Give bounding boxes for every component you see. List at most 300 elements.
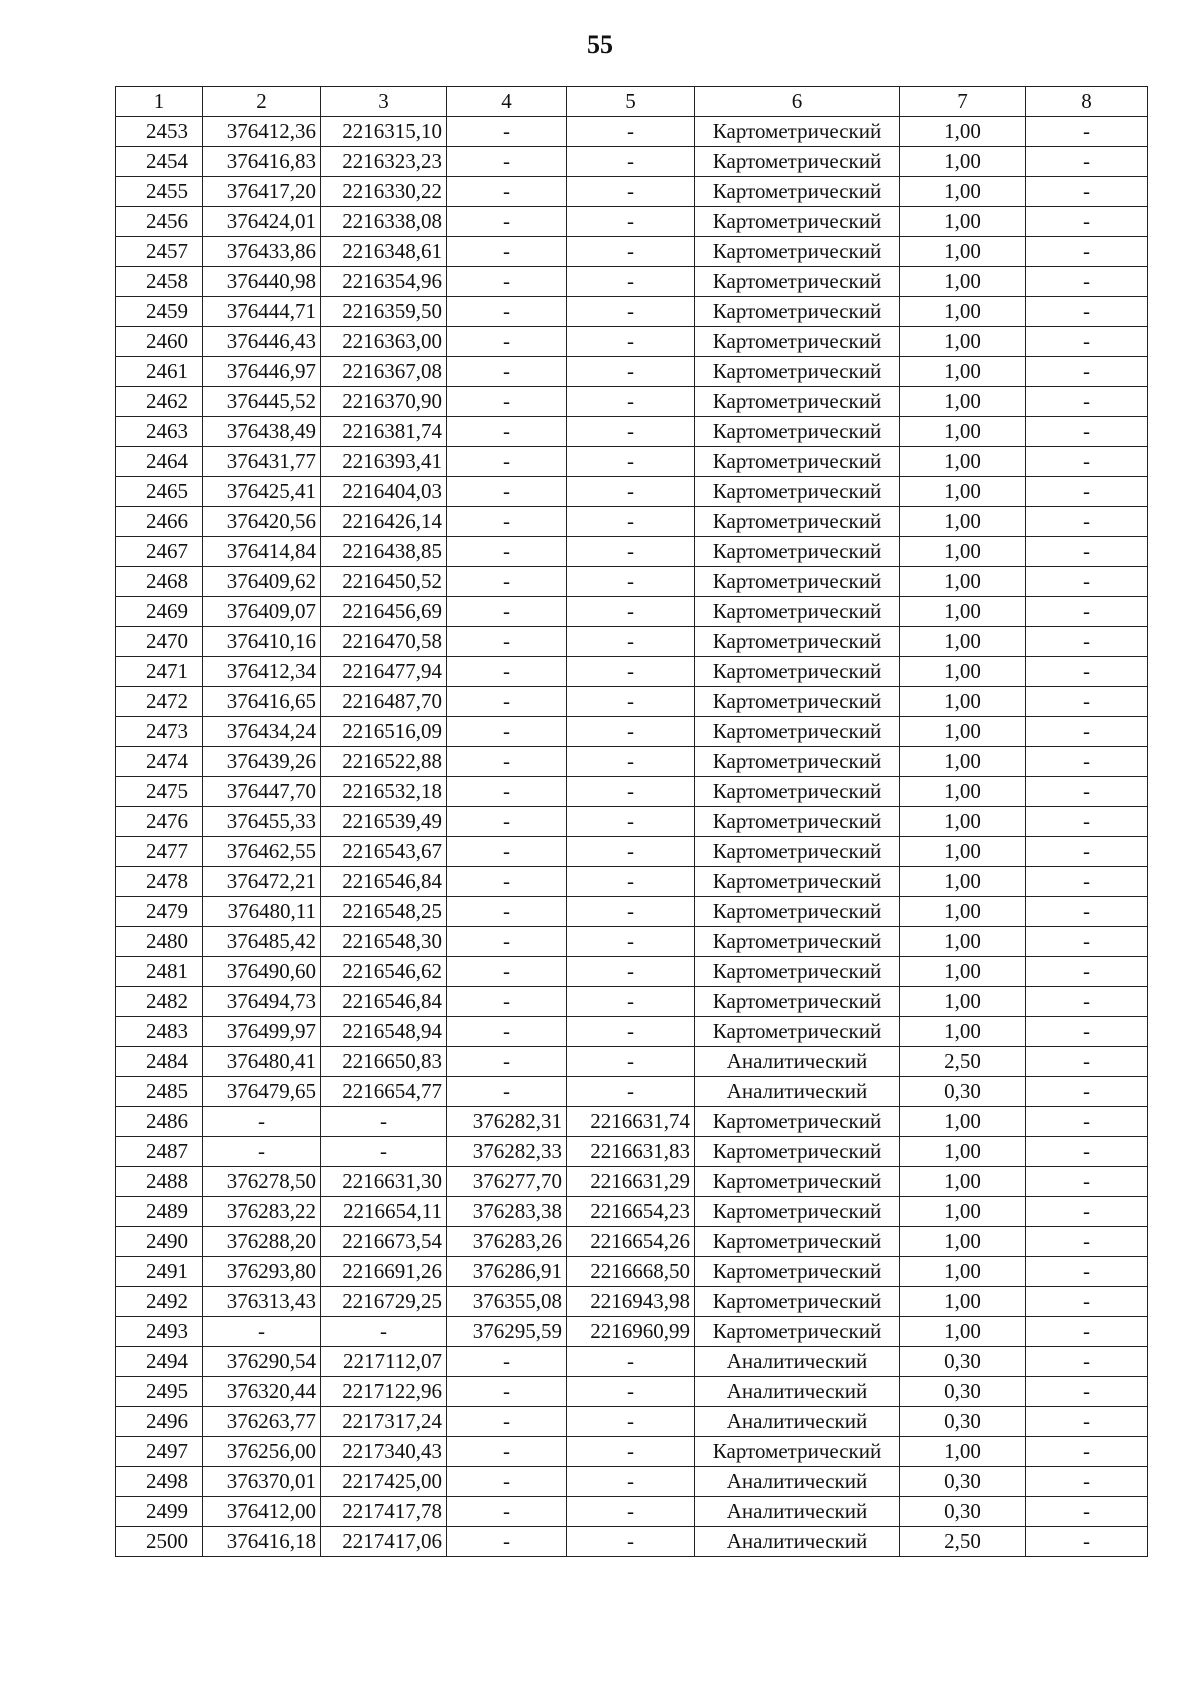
table-row bbox=[116, 1287, 1148, 1317]
point-number-cell: 2486 bbox=[116, 1107, 203, 1137]
y-coordinate-cell: 2216330,22 bbox=[321, 177, 447, 207]
y-coordinate-alt-cell: - bbox=[567, 1017, 695, 1047]
y-coordinate-cell: 2216359,50 bbox=[321, 297, 447, 327]
point-number-cell: 2481 bbox=[116, 957, 203, 987]
y-coordinate-alt-cell: 2216668,50 bbox=[567, 1257, 695, 1287]
x-coordinate-cell: 376438,49 bbox=[203, 417, 321, 447]
accuracy-cell: 0,30 bbox=[900, 1467, 1026, 1497]
y-coordinate-alt-cell: - bbox=[567, 1527, 695, 1557]
method-cell: Картометрический bbox=[695, 387, 900, 417]
y-coordinate-alt-cell: 2216631,83 bbox=[567, 1137, 695, 1167]
table-row bbox=[116, 1437, 1148, 1467]
table-row bbox=[116, 267, 1148, 297]
method-cell: Аналитический bbox=[695, 1077, 900, 1107]
y-coordinate-alt-cell: - bbox=[567, 1497, 695, 1527]
x-coordinate-alt-cell: - bbox=[447, 537, 567, 567]
note-cell: - bbox=[1026, 237, 1148, 267]
accuracy-cell: 1,00 bbox=[900, 867, 1026, 897]
x-coordinate-cell: 376433,86 bbox=[203, 237, 321, 267]
y-coordinate-alt-cell: - bbox=[567, 447, 695, 477]
table-row bbox=[116, 867, 1148, 897]
x-coordinate-alt-cell: 376286,91 bbox=[447, 1257, 567, 1287]
method-cell: Картометрический bbox=[695, 477, 900, 507]
y-coordinate-alt-cell: - bbox=[567, 837, 695, 867]
note-cell: - bbox=[1026, 327, 1148, 357]
table-header-row bbox=[116, 87, 1148, 117]
y-coordinate-cell: 2216348,61 bbox=[321, 237, 447, 267]
accuracy-cell: 1,00 bbox=[900, 147, 1026, 177]
x-coordinate-cell: 376313,43 bbox=[203, 1287, 321, 1317]
accuracy-cell: 1,00 bbox=[900, 1317, 1026, 1347]
x-coordinate-cell: 376288,20 bbox=[203, 1227, 321, 1257]
method-cell: Картометрический bbox=[695, 117, 900, 147]
table-row bbox=[116, 987, 1148, 1017]
x-coordinate-alt-cell: - bbox=[447, 777, 567, 807]
accuracy-cell: 0,30 bbox=[900, 1077, 1026, 1107]
table-row bbox=[116, 1377, 1148, 1407]
method-cell: Картометрический bbox=[695, 507, 900, 537]
point-number-cell: 2456 bbox=[116, 207, 203, 237]
y-coordinate-cell: 2216539,49 bbox=[321, 807, 447, 837]
y-coordinate-alt-cell: - bbox=[567, 417, 695, 447]
y-coordinate-alt-cell: 2216654,26 bbox=[567, 1227, 695, 1257]
y-coordinate-cell: 2216426,14 bbox=[321, 507, 447, 537]
point-number-cell: 2461 bbox=[116, 357, 203, 387]
table-row bbox=[116, 357, 1148, 387]
note-cell: - bbox=[1026, 1497, 1148, 1527]
accuracy-cell: 1,00 bbox=[900, 327, 1026, 357]
method-cell: Картометрический bbox=[695, 807, 900, 837]
x-coordinate-cell: - bbox=[203, 1107, 321, 1137]
method-cell: Картометрический bbox=[695, 567, 900, 597]
y-coordinate-cell: 2216456,69 bbox=[321, 597, 447, 627]
note-cell: - bbox=[1026, 687, 1148, 717]
x-coordinate-alt-cell: - bbox=[447, 1497, 567, 1527]
y-coordinate-alt-cell: - bbox=[567, 867, 695, 897]
y-coordinate-alt-cell: - bbox=[567, 927, 695, 957]
point-number-cell: 2464 bbox=[116, 447, 203, 477]
y-coordinate-cell: 2217317,24 bbox=[321, 1407, 447, 1437]
x-coordinate-cell: 376409,07 bbox=[203, 597, 321, 627]
method-cell: Картометрический bbox=[695, 1437, 900, 1467]
x-coordinate-cell: 376409,62 bbox=[203, 567, 321, 597]
x-coordinate-alt-cell: - bbox=[447, 627, 567, 657]
method-cell: Аналитический bbox=[695, 1497, 900, 1527]
accuracy-cell: 1,00 bbox=[900, 177, 1026, 207]
x-coordinate-alt-cell: - bbox=[447, 1377, 567, 1407]
y-coordinate-cell: 2217425,00 bbox=[321, 1467, 447, 1497]
column-header-6: 6 bbox=[695, 87, 900, 117]
point-number-cell: 2478 bbox=[116, 867, 203, 897]
accuracy-cell: 1,00 bbox=[900, 417, 1026, 447]
y-coordinate-alt-cell: - bbox=[567, 297, 695, 327]
table-row bbox=[116, 717, 1148, 747]
method-cell: Аналитический bbox=[695, 1467, 900, 1497]
point-number-cell: 2468 bbox=[116, 567, 203, 597]
table-row bbox=[116, 297, 1148, 327]
method-cell: Картометрический bbox=[695, 1167, 900, 1197]
column-header-4: 4 bbox=[447, 87, 567, 117]
x-coordinate-cell: - bbox=[203, 1317, 321, 1347]
note-cell: - bbox=[1026, 207, 1148, 237]
accuracy-cell: 1,00 bbox=[900, 267, 1026, 297]
y-coordinate-cell: - bbox=[321, 1107, 447, 1137]
accuracy-cell: 2,50 bbox=[900, 1527, 1026, 1557]
y-coordinate-cell: 2216367,08 bbox=[321, 357, 447, 387]
method-cell: Картометрический bbox=[695, 1317, 900, 1347]
note-cell: - bbox=[1026, 657, 1148, 687]
method-cell: Картометрический bbox=[695, 897, 900, 927]
y-coordinate-alt-cell: - bbox=[567, 387, 695, 417]
note-cell: - bbox=[1026, 927, 1148, 957]
note-cell: - bbox=[1026, 417, 1148, 447]
table-row bbox=[116, 597, 1148, 627]
x-coordinate-alt-cell: - bbox=[447, 1017, 567, 1047]
column-header-8: 8 bbox=[1026, 87, 1148, 117]
note-cell: - bbox=[1026, 267, 1148, 297]
method-cell: Аналитический bbox=[695, 1047, 900, 1077]
accuracy-cell: 1,00 bbox=[900, 1227, 1026, 1257]
accuracy-cell: 2,50 bbox=[900, 1047, 1026, 1077]
point-number-cell: 2459 bbox=[116, 297, 203, 327]
method-cell: Картометрический bbox=[695, 717, 900, 747]
y-coordinate-cell: 2216548,25 bbox=[321, 897, 447, 927]
point-number-cell: 2469 bbox=[116, 597, 203, 627]
note-cell: - bbox=[1026, 447, 1148, 477]
y-coordinate-cell: 2216650,83 bbox=[321, 1047, 447, 1077]
y-coordinate-cell: 2216363,00 bbox=[321, 327, 447, 357]
y-coordinate-cell: 2216548,94 bbox=[321, 1017, 447, 1047]
accuracy-cell: 1,00 bbox=[900, 657, 1026, 687]
method-cell: Картометрический bbox=[695, 537, 900, 567]
y-coordinate-cell: - bbox=[321, 1137, 447, 1167]
y-coordinate-alt-cell: - bbox=[567, 777, 695, 807]
y-coordinate-cell: 2217340,43 bbox=[321, 1437, 447, 1467]
note-cell: - bbox=[1026, 1137, 1148, 1167]
y-coordinate-cell: 2216450,52 bbox=[321, 567, 447, 597]
note-cell: - bbox=[1026, 1017, 1148, 1047]
note-cell: - bbox=[1026, 777, 1148, 807]
x-coordinate-alt-cell: - bbox=[447, 447, 567, 477]
method-cell: Картометрический bbox=[695, 327, 900, 357]
y-coordinate-alt-cell: - bbox=[567, 507, 695, 537]
point-number-cell: 2480 bbox=[116, 927, 203, 957]
y-coordinate-cell: 2216477,94 bbox=[321, 657, 447, 687]
table-row bbox=[116, 657, 1148, 687]
table-row bbox=[116, 957, 1148, 987]
y-coordinate-alt-cell: - bbox=[567, 1047, 695, 1077]
accuracy-cell: 1,00 bbox=[900, 1437, 1026, 1467]
accuracy-cell: 0,30 bbox=[900, 1497, 1026, 1527]
accuracy-cell: 1,00 bbox=[900, 627, 1026, 657]
x-coordinate-cell: 376410,16 bbox=[203, 627, 321, 657]
x-coordinate-alt-cell: - bbox=[447, 867, 567, 897]
point-number-cell: 2458 bbox=[116, 267, 203, 297]
y-coordinate-alt-cell: - bbox=[567, 357, 695, 387]
accuracy-cell: 1,00 bbox=[900, 987, 1026, 1017]
x-coordinate-alt-cell: - bbox=[447, 507, 567, 537]
x-coordinate-alt-cell: 376282,31 bbox=[447, 1107, 567, 1137]
x-coordinate-alt-cell: - bbox=[447, 1407, 567, 1437]
point-number-cell: 2453 bbox=[116, 117, 203, 147]
y-coordinate-alt-cell: 2216631,29 bbox=[567, 1167, 695, 1197]
point-number-cell: 2483 bbox=[116, 1017, 203, 1047]
method-cell: Картометрический bbox=[695, 687, 900, 717]
x-coordinate-cell: 376439,26 bbox=[203, 747, 321, 777]
method-cell: Картометрический bbox=[695, 207, 900, 237]
x-coordinate-alt-cell: 376283,26 bbox=[447, 1227, 567, 1257]
table-row bbox=[116, 1137, 1148, 1167]
x-coordinate-cell: 376290,54 bbox=[203, 1347, 321, 1377]
y-coordinate-cell: 2216470,58 bbox=[321, 627, 447, 657]
accuracy-cell: 1,00 bbox=[900, 1137, 1026, 1167]
method-cell: Картометрический bbox=[695, 987, 900, 1017]
point-number-cell: 2471 bbox=[116, 657, 203, 687]
x-coordinate-alt-cell: - bbox=[447, 117, 567, 147]
note-cell: - bbox=[1026, 1347, 1148, 1377]
x-coordinate-alt-cell: - bbox=[447, 297, 567, 327]
x-coordinate-cell: 376480,11 bbox=[203, 897, 321, 927]
y-coordinate-cell: 2216546,84 bbox=[321, 987, 447, 1017]
y-coordinate-cell: 2216393,41 bbox=[321, 447, 447, 477]
y-coordinate-cell: 2216516,09 bbox=[321, 717, 447, 747]
accuracy-cell: 1,00 bbox=[900, 387, 1026, 417]
x-coordinate-alt-cell: - bbox=[447, 147, 567, 177]
accuracy-cell: 1,00 bbox=[900, 777, 1026, 807]
method-cell: Картометрический bbox=[695, 597, 900, 627]
method-cell: Картометрический bbox=[695, 447, 900, 477]
point-number-cell: 2488 bbox=[116, 1167, 203, 1197]
note-cell: - bbox=[1026, 867, 1148, 897]
note-cell: - bbox=[1026, 897, 1148, 927]
accuracy-cell: 1,00 bbox=[900, 447, 1026, 477]
y-coordinate-cell: 2216654,77 bbox=[321, 1077, 447, 1107]
table-row bbox=[116, 237, 1148, 267]
accuracy-cell: 1,00 bbox=[900, 357, 1026, 387]
y-coordinate-alt-cell: - bbox=[567, 987, 695, 1017]
x-coordinate-cell: 376440,98 bbox=[203, 267, 321, 297]
note-cell: - bbox=[1026, 1107, 1148, 1137]
y-coordinate-alt-cell: - bbox=[567, 267, 695, 297]
x-coordinate-alt-cell: - bbox=[447, 807, 567, 837]
method-cell: Картометрический bbox=[695, 627, 900, 657]
point-number-cell: 2467 bbox=[116, 537, 203, 567]
x-coordinate-cell: 376420,56 bbox=[203, 507, 321, 537]
y-coordinate-cell: 2216631,30 bbox=[321, 1167, 447, 1197]
note-cell: - bbox=[1026, 1047, 1148, 1077]
point-number-cell: 2490 bbox=[116, 1227, 203, 1257]
table-row bbox=[116, 897, 1148, 927]
accuracy-cell: 1,00 bbox=[900, 297, 1026, 327]
table-row bbox=[116, 1407, 1148, 1437]
point-number-cell: 2491 bbox=[116, 1257, 203, 1287]
table-row bbox=[116, 1167, 1148, 1197]
table-row bbox=[116, 147, 1148, 177]
y-coordinate-cell: 2216548,30 bbox=[321, 927, 447, 957]
point-number-cell: 2493 bbox=[116, 1317, 203, 1347]
x-coordinate-alt-cell: 376295,59 bbox=[447, 1317, 567, 1347]
point-number-cell: 2454 bbox=[116, 147, 203, 177]
point-number-cell: 2465 bbox=[116, 477, 203, 507]
x-coordinate-cell: 376425,41 bbox=[203, 477, 321, 507]
x-coordinate-alt-cell: - bbox=[447, 987, 567, 1017]
y-coordinate-cell: 2216323,23 bbox=[321, 147, 447, 177]
x-coordinate-cell: 376416,65 bbox=[203, 687, 321, 717]
x-coordinate-cell: 376416,18 bbox=[203, 1527, 321, 1557]
note-cell: - bbox=[1026, 1227, 1148, 1257]
point-number-cell: 2487 bbox=[116, 1137, 203, 1167]
point-number-cell: 2485 bbox=[116, 1077, 203, 1107]
method-cell: Картометрический bbox=[695, 177, 900, 207]
table-row bbox=[116, 387, 1148, 417]
note-cell: - bbox=[1026, 807, 1148, 837]
y-coordinate-alt-cell: - bbox=[567, 1077, 695, 1107]
x-coordinate-cell: 376293,80 bbox=[203, 1257, 321, 1287]
x-coordinate-cell: 376417,20 bbox=[203, 177, 321, 207]
x-coordinate-cell: 376412,36 bbox=[203, 117, 321, 147]
note-cell: - bbox=[1026, 837, 1148, 867]
note-cell: - bbox=[1026, 957, 1148, 987]
note-cell: - bbox=[1026, 627, 1148, 657]
accuracy-cell: 1,00 bbox=[900, 957, 1026, 987]
y-coordinate-alt-cell: - bbox=[567, 567, 695, 597]
table-row bbox=[116, 747, 1148, 777]
column-header-3: 3 bbox=[321, 87, 447, 117]
note-cell: - bbox=[1026, 567, 1148, 597]
table-row bbox=[116, 1527, 1148, 1557]
x-coordinate-cell: 376424,01 bbox=[203, 207, 321, 237]
y-coordinate-cell: 2217122,96 bbox=[321, 1377, 447, 1407]
method-cell: Картометрический bbox=[695, 957, 900, 987]
method-cell: Картометрический bbox=[695, 867, 900, 897]
y-coordinate-alt-cell: - bbox=[567, 1347, 695, 1377]
method-cell: Аналитический bbox=[695, 1407, 900, 1437]
note-cell: - bbox=[1026, 1167, 1148, 1197]
point-number-cell: 2500 bbox=[116, 1527, 203, 1557]
table-row bbox=[116, 327, 1148, 357]
x-coordinate-cell: - bbox=[203, 1137, 321, 1167]
y-coordinate-cell: 2216729,25 bbox=[321, 1287, 447, 1317]
y-coordinate-alt-cell: - bbox=[567, 657, 695, 687]
note-cell: - bbox=[1026, 987, 1148, 1017]
note-cell: - bbox=[1026, 297, 1148, 327]
accuracy-cell: 0,30 bbox=[900, 1407, 1026, 1437]
y-coordinate-cell: 2216543,67 bbox=[321, 837, 447, 867]
note-cell: - bbox=[1026, 507, 1148, 537]
method-cell: Картометрический bbox=[695, 1227, 900, 1257]
point-number-cell: 2484 bbox=[116, 1047, 203, 1077]
x-coordinate-cell: 376485,42 bbox=[203, 927, 321, 957]
x-coordinate-alt-cell: - bbox=[447, 957, 567, 987]
note-cell: - bbox=[1026, 117, 1148, 147]
table-row bbox=[116, 417, 1148, 447]
table-row bbox=[116, 1317, 1148, 1347]
x-coordinate-alt-cell: - bbox=[447, 927, 567, 957]
point-number-cell: 2462 bbox=[116, 387, 203, 417]
table-row bbox=[116, 627, 1148, 657]
table-row bbox=[116, 477, 1148, 507]
method-cell: Картометрический bbox=[695, 1017, 900, 1047]
note-cell: - bbox=[1026, 1077, 1148, 1107]
x-coordinate-cell: 376412,00 bbox=[203, 1497, 321, 1527]
accuracy-cell: 1,00 bbox=[900, 1287, 1026, 1317]
method-cell: Картометрический bbox=[695, 927, 900, 957]
note-cell: - bbox=[1026, 717, 1148, 747]
x-coordinate-alt-cell: - bbox=[447, 1527, 567, 1557]
y-coordinate-cell: 2216315,10 bbox=[321, 117, 447, 147]
point-number-cell: 2457 bbox=[116, 237, 203, 267]
y-coordinate-cell: 2216673,54 bbox=[321, 1227, 447, 1257]
y-coordinate-alt-cell: 2216960,99 bbox=[567, 1317, 695, 1347]
point-number-cell: 2479 bbox=[116, 897, 203, 927]
y-coordinate-alt-cell: - bbox=[567, 597, 695, 627]
point-number-cell: 2498 bbox=[116, 1467, 203, 1497]
y-coordinate-alt-cell: - bbox=[567, 117, 695, 147]
table-row bbox=[116, 177, 1148, 207]
y-coordinate-alt-cell: - bbox=[567, 1377, 695, 1407]
x-coordinate-alt-cell: - bbox=[447, 237, 567, 267]
table-row bbox=[116, 807, 1148, 837]
x-coordinate-cell: 376263,77 bbox=[203, 1407, 321, 1437]
x-coordinate-cell: 376283,22 bbox=[203, 1197, 321, 1227]
table-row bbox=[116, 207, 1148, 237]
method-cell: Картометрический bbox=[695, 1287, 900, 1317]
point-number-cell: 2463 bbox=[116, 417, 203, 447]
x-coordinate-alt-cell: - bbox=[447, 357, 567, 387]
y-coordinate-cell: - bbox=[321, 1317, 447, 1347]
note-cell: - bbox=[1026, 387, 1148, 417]
table-row bbox=[116, 1467, 1148, 1497]
y-coordinate-cell: 2217417,06 bbox=[321, 1527, 447, 1557]
y-coordinate-alt-cell: - bbox=[567, 147, 695, 177]
method-cell: Картометрический bbox=[695, 297, 900, 327]
accuracy-cell: 1,00 bbox=[900, 1107, 1026, 1137]
y-coordinate-alt-cell: - bbox=[567, 327, 695, 357]
method-cell: Картометрический bbox=[695, 747, 900, 777]
table-row bbox=[116, 1077, 1148, 1107]
y-coordinate-cell: 2216338,08 bbox=[321, 207, 447, 237]
x-coordinate-alt-cell: - bbox=[447, 177, 567, 207]
accuracy-cell: 1,00 bbox=[900, 1197, 1026, 1227]
method-cell: Аналитический bbox=[695, 1347, 900, 1377]
table-row bbox=[116, 1197, 1148, 1227]
y-coordinate-alt-cell: - bbox=[567, 1437, 695, 1467]
point-number-cell: 2489 bbox=[116, 1197, 203, 1227]
accuracy-cell: 1,00 bbox=[900, 567, 1026, 597]
x-coordinate-cell: 376462,55 bbox=[203, 837, 321, 867]
table-row bbox=[116, 447, 1148, 477]
y-coordinate-alt-cell: - bbox=[567, 957, 695, 987]
column-header-2: 2 bbox=[203, 87, 321, 117]
x-coordinate-cell: 376444,71 bbox=[203, 297, 321, 327]
table-row bbox=[116, 1107, 1148, 1137]
x-coordinate-cell: 376434,24 bbox=[203, 717, 321, 747]
accuracy-cell: 1,00 bbox=[900, 807, 1026, 837]
accuracy-cell: 1,00 bbox=[900, 237, 1026, 267]
x-coordinate-alt-cell: 376277,70 bbox=[447, 1167, 567, 1197]
point-number-cell: 2474 bbox=[116, 747, 203, 777]
y-coordinate-alt-cell: - bbox=[567, 747, 695, 777]
accuracy-cell: 0,30 bbox=[900, 1347, 1026, 1377]
table-row bbox=[116, 927, 1148, 957]
point-number-cell: 2482 bbox=[116, 987, 203, 1017]
note-cell: - bbox=[1026, 147, 1148, 177]
accuracy-cell: 1,00 bbox=[900, 1257, 1026, 1287]
accuracy-cell: 1,00 bbox=[900, 927, 1026, 957]
y-coordinate-cell: 2216691,26 bbox=[321, 1257, 447, 1287]
point-number-cell: 2460 bbox=[116, 327, 203, 357]
x-coordinate-cell: 376412,34 bbox=[203, 657, 321, 687]
